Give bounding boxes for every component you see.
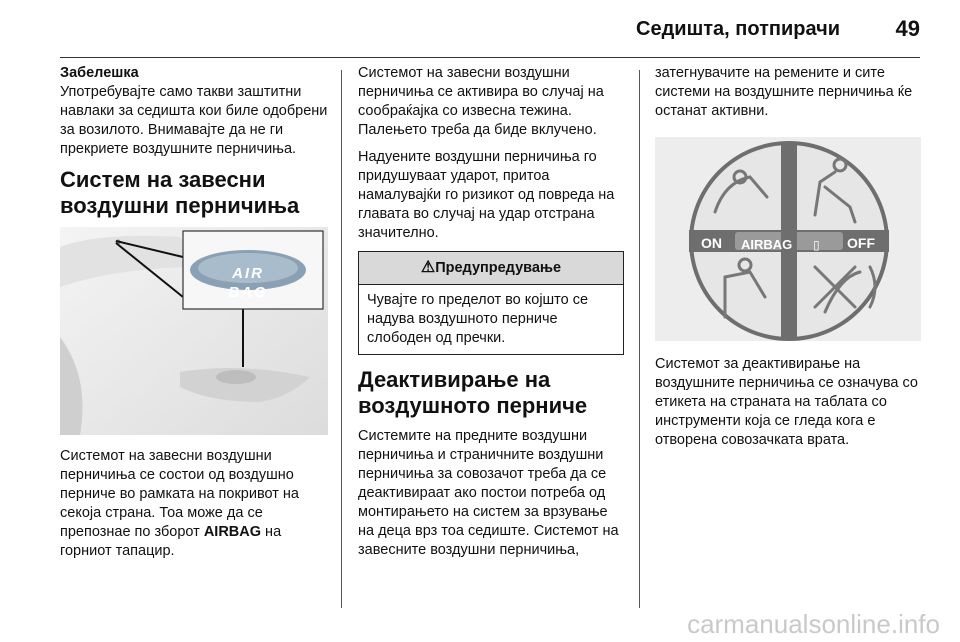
paragraph-activation: Системот на завесни воздушни перничиња се активира во случај на сообраќајка со извесна тежина. Палењето треба да биде вклучено.	[358, 65, 604, 138]
column-divider	[639, 70, 640, 608]
section-heading-curtain-airbag: Систем на завесни воздушни перничиња	[60, 167, 300, 218]
airbag-keyword: AIRBAG	[203, 524, 262, 540]
header-divider	[60, 57, 920, 58]
note-text: Употребувајте само такви заштитни навлаки за седишта кои биле одобрени за возилото. Внимавајте да не ги прекриете воздушните перничиња.	[60, 84, 328, 157]
paragraph-deactivation-label: Системот за деактивирање на воздушните перничиња се означува со етикета на страната на таблата со инструменти која се гледа кога е отворена совозачката врата.	[655, 356, 918, 448]
seat-symbol-icon: ▯	[813, 238, 820, 252]
warning-triangle-icon: ⚠	[420, 259, 436, 276]
paragraph-systems-active: затегнувачите на ремените и сите системи на воздушните перничиња ќе останат активни.	[655, 65, 913, 119]
page-number: 49	[895, 16, 920, 41]
column-divider	[341, 70, 342, 608]
warning-text: Чувајте го пределот во којшто се надува воздушното перниче слободен од пречки.	[367, 292, 589, 346]
section-heading-deactivation: Деактивирање на воздушното перниче	[358, 367, 588, 418]
column-2	[358, 64, 624, 568]
note-title: Забелешка	[60, 65, 139, 81]
label-airbag: AIRBAG	[741, 237, 793, 252]
column-3	[655, 64, 921, 458]
paragraph-deactivation: Системите на предните воздушни перничиња и страничните воздушни перничиња за совозачот треба да се деактивираат ако постои потреба од монтирањето на систем за врзување на деца врз тоа седиште. Системот на завесните воздушни перничиња,	[358, 428, 619, 558]
page-header	[60, 0, 920, 58]
warning-header	[359, 252, 623, 285]
warning-title: Предупредување	[435, 260, 562, 276]
watermark: carmanualsonline.info	[687, 609, 940, 639]
label-on: ON	[701, 235, 722, 251]
curtain-airbag-figure	[60, 227, 328, 435]
page-title: Седишта, потпирачи	[636, 18, 840, 40]
curtain-airbag-illustration	[60, 227, 328, 435]
airbag-label-text: AIR BAG	[228, 265, 268, 301]
airbag-label-figure	[655, 137, 921, 341]
paragraph-protection: Надуените воздушни перничиња го придушуваат ударот, притоа намалувајќи го ризикот од повреда на главата во случај на удар отстрана значително.	[358, 149, 615, 241]
curtain-airbag-description: Системот на завесни воздушни перничиња се состои од воздушно перниче во рамката на покривот на секоја страна. Тоа може да се препознае по зборот AIRBAG на горниот тапацир.	[60, 448, 299, 559]
warning-box	[358, 251, 624, 355]
column-1	[60, 64, 328, 569]
label-off: OFF	[847, 235, 875, 251]
